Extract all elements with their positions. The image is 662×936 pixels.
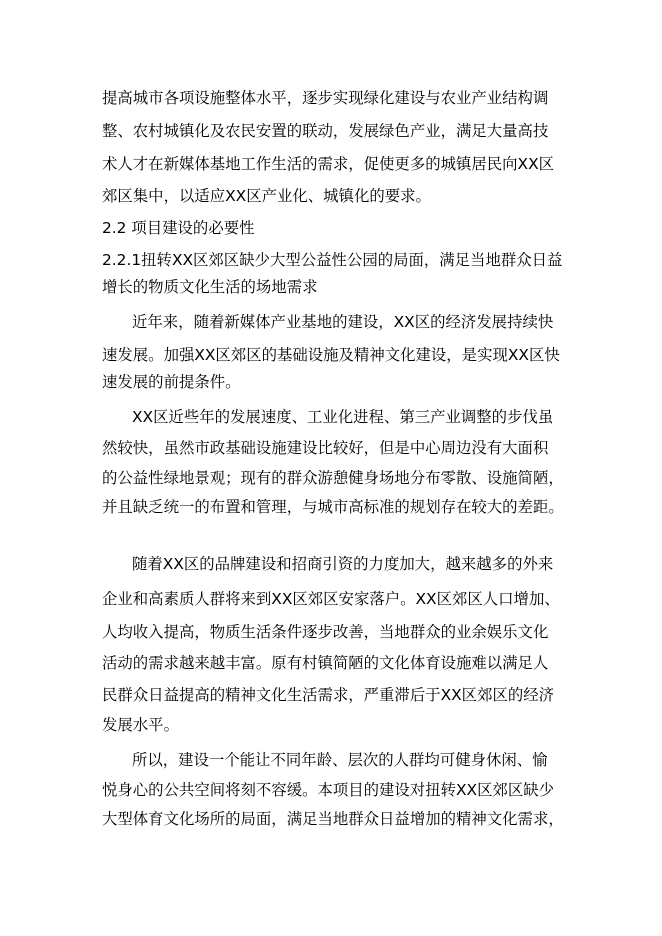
body-text-line: 郊区集中，以适应XX区产业化、城镇化的要求。 [102,187,431,205]
body-text-line: 悦身心的公共空间将刻不容缓。本项目的建设对扭转XX区郊区缺少 [102,781,555,799]
body-text-line: 速发展。加强XX区郊区的基础设施及精神文化建设，是实现XX区快 [102,346,560,364]
subsection-heading-2-2-1: 增长的物质文化生活的场地需求 [102,278,318,296]
body-text-line: 整、农村城镇化及农民安置的联动，发展绿色产业，满足大量高技 [102,122,549,140]
body-text-line: 所以，建设一个能让不同年龄、层次的人群均可健身休闲、愉 [132,751,548,769]
body-text-line: 企业和高素质人群将来到XX区郊区安家落户。XX区郊区人口增加、 [102,590,560,608]
body-text-line: 然较快，虽然市政基础设施建设比较好，但是中心周边没有大面积 [102,439,549,457]
body-text-line: 提高城市各项设施整体水平，逐步实现绿化建设与农业产业结构调 [102,89,549,107]
body-text-line: 民群众日益提高的精神文化生活需求，严重滞后于XX区郊区的经济 [102,686,555,704]
body-text-line: 人均收入提高，物质生活条件逐步改善，当地群众的业余娱乐文化 [102,623,549,641]
body-text-line: 的公益性绿地景观；现有的群众游憩健身场地分布零散、设施简陋， [102,469,564,487]
body-text-line: 活动的需求越来越丰富。原有村镇简陋的文化体育设施难以满足人 [102,654,549,672]
section-heading-2-2: 2.2 项目建设的必要性 [102,219,255,237]
body-text-line: 术人才在新媒体基地工作生活的需求，促使更多的城镇居民向XX区 [102,155,555,173]
body-text-line: 近年来，随着新媒体产业基地的建设，XX区的经济发展持续快 [132,313,554,331]
body-text-line: XX区近些年的发展速度、工业化进程、第三产业调整的步伐虽 [132,408,554,426]
body-text-line: 速发展的前提条件。 [102,373,241,391]
body-text-line: 并且缺乏统一的布置和管理，与城市高标准的规划存在较大的差距。 [102,498,564,516]
subsection-heading-2-2-1: 2.2.1扭转XX区郊区缺少大型公益性公园的局面，满足当地群众日益 [102,251,563,269]
body-text-line: 发展水平。 [102,716,179,734]
body-text-line: 随着XX区的品牌建设和招商引资的力度加大，越来越多的外来 [132,555,554,573]
body-text-line: 大型体育文化场所的局面，满足当地群众日益增加的精神文化需求， [102,810,564,828]
